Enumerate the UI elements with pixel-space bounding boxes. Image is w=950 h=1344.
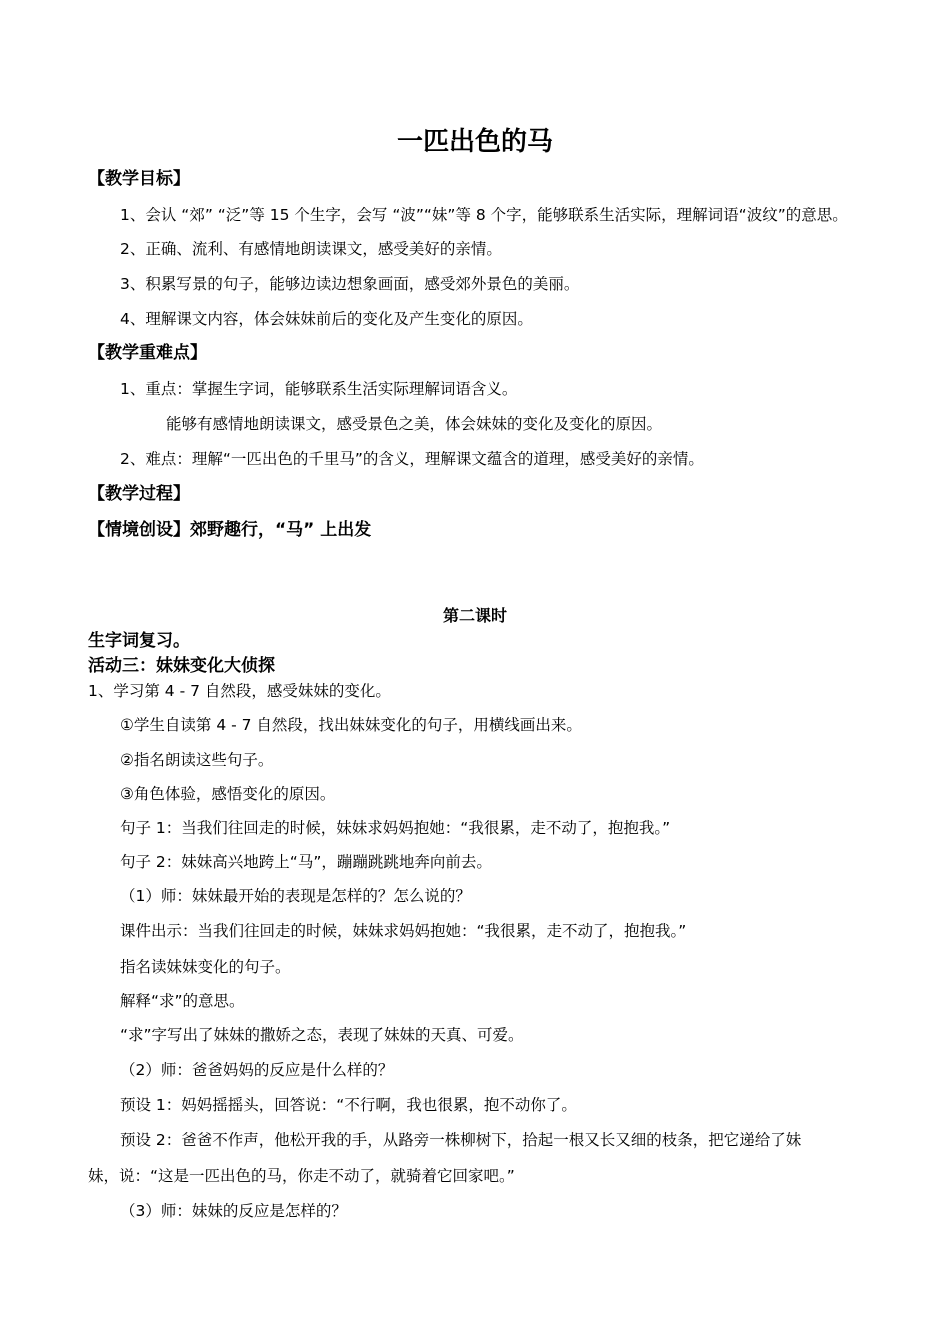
section-heading-process: 【教学过程】 [88,484,190,504]
section-heading-goals: 【教学目标】 [88,169,190,189]
key-point-item-1-continued: 能够有感情地朗读课文，感受景色之美，体会妹妹的变化及变化的原因。 [166,415,663,433]
lesson-line-7: （1）师：妹妹最开始的表现是怎样的？怎么说的？ [120,887,471,905]
lesson-line-2: ①学生自读第 4 - 7 自然段，找出妹妹变化的句子，用横线画出来。 [120,716,582,734]
goal-item-4: 4、理解课文内容，体会妹妹前后的变化及产生变化的原因。 [120,310,533,328]
goal-item-2: 2、正确、流利、有感情地朗读课文，感受美好的亲情。 [120,240,502,258]
lesson-line-12: （2）师：爸爸妈妈的反应是什么样的？ [120,1061,394,1079]
lesson-line-3: ②指名朗读这些句子。 [120,751,274,769]
section-heading-scene: 【情境创设】郊野趣行，“马” 上出发 [88,520,372,540]
goal-item-1: 1、会认 “郊” “泛”等 15 个生字，会写 “波”“妹”等 8 个字，能够联系生活实际，理解词语“波纹”的意思。 [120,206,848,224]
lesson-line-16: （3）师：妹妹的反应是怎样的？ [120,1202,347,1220]
lesson-line-13: 预设 1：妈妈摇摇头，回答说：“不行啊，我也很累，抱不动你了。 [120,1096,577,1114]
lesson-line-5: 句子 1：当我们往回走的时候，妹妹求妈妈抱她：“我很累，走不动了，抱抱我。” [120,819,671,837]
lesson-line-10: 解释“求”的意思。 [120,992,245,1010]
lesson-line-4: ③角色体验，感悟变化的原因。 [120,785,336,803]
lesson-line-11: “求”字写出了妹妹的撒娇之态，表现了妹妹的天真、可爱。 [120,1026,524,1044]
key-point-item-2: 2、难点：理解“一匹出色的千里马”的含义，理解课文蕴含的道理，感受美好的亲情。 [120,450,704,468]
document-title: 一匹出色的马 [396,127,553,157]
lesson-line-9: 指名读妹妹变化的句子。 [120,958,291,976]
lesson-line-6: 句子 2：妹妹高兴地跨上“马”，蹦蹦跳跳地奔向前去。 [120,853,492,871]
section-heading-key-points: 【教学重难点】 [88,343,207,363]
activity-heading: 活动三：妹妹变化大侦探 [88,656,275,676]
lesson-line-15: 妹，说：“这是一匹出色的马，你走不动了，就骑着它回家吧。” [88,1167,515,1185]
goal-item-3: 3、积累写景的句子，能够边读边想象画面，感受郊外景色的美丽。 [120,275,580,293]
lesson-line-14: 预设 2：爸爸不作声，他松开我的手，从路旁一株柳树下，拾起一根又长又细的枝条，把它递给了妹 [120,1131,802,1149]
key-point-item-1: 1、重点：掌握生字词，能够联系生活实际理解词语含义。 [120,380,518,398]
review-heading: 生字词复习。 [88,631,190,651]
lesson-subtitle: 第二课时 [442,606,507,625]
lesson-line-1: 1、学习第 4 - 7 自然段，感受妹妹的变化。 [88,682,391,700]
lesson-line-8: 课件出示：当我们往回走的时候，妹妹求妈妈抱她：“我很累，走不动了，抱抱我。” [120,922,687,940]
